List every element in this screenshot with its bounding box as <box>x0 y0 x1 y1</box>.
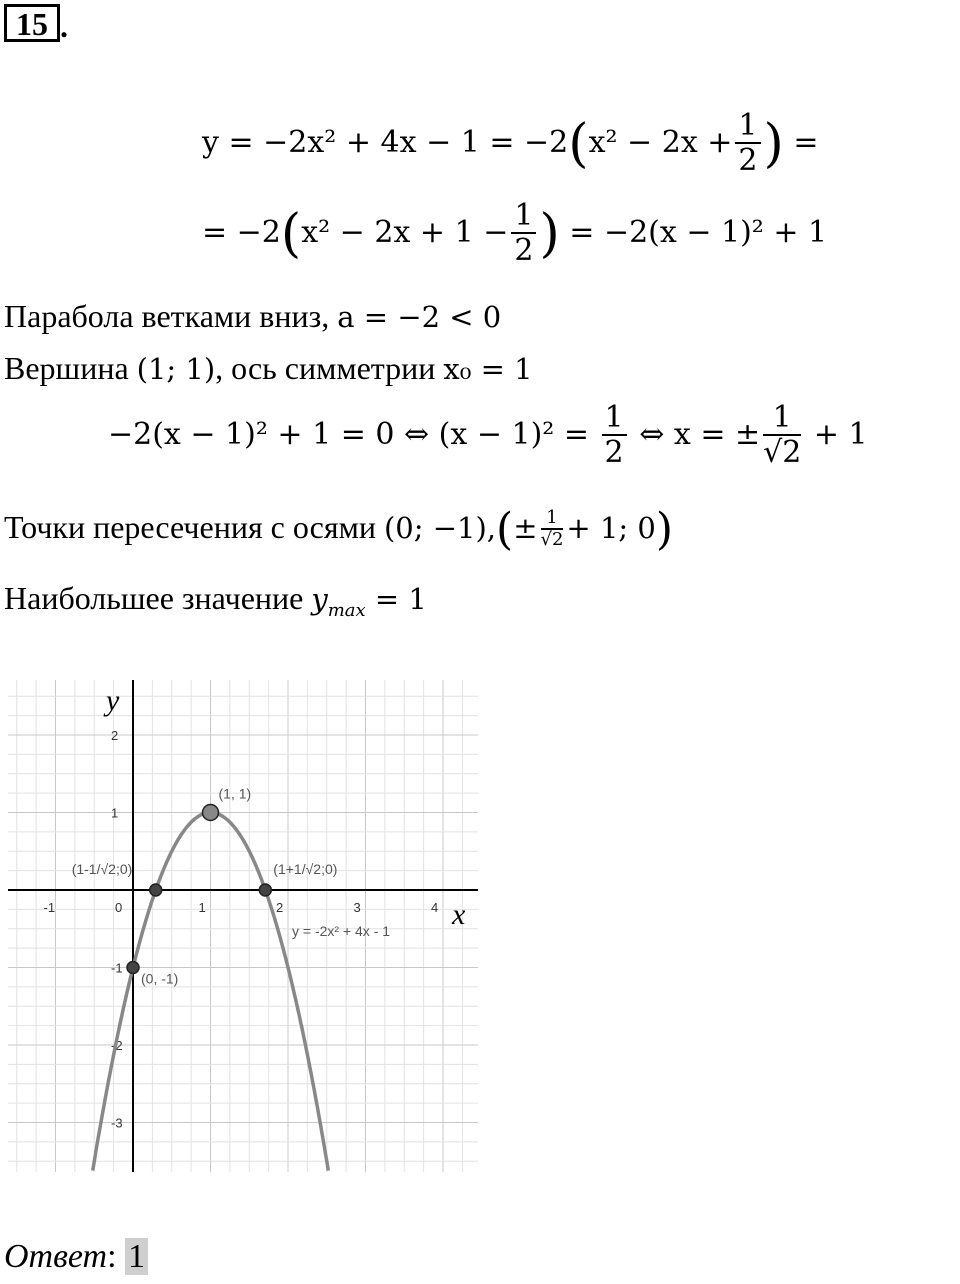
line-vertex <box>4 350 533 387</box>
axis-text: , ось симметрии <box>215 350 444 386</box>
point-marker <box>259 884 271 896</box>
eq2-frac-num: 1 <box>511 200 536 234</box>
eq2-tail: = −2(x − 1)² + 1 <box>569 215 828 250</box>
parabola-graph <box>0 672 480 1182</box>
axis-math: x₀ = 1 <box>443 352 533 386</box>
eq1-frac-den: 2 <box>738 142 758 178</box>
intersections-math1: (0; −1), <box>383 511 497 545</box>
x-tick-label: 3 <box>353 900 361 915</box>
equation-3 <box>108 402 868 470</box>
y-axis-label: y <box>106 684 120 717</box>
max-y: y <box>311 582 328 616</box>
point-marker <box>203 805 219 821</box>
eq3-frac2-den: √2 <box>763 434 802 470</box>
eq3-frac1-den: 2 <box>604 434 624 470</box>
point-label: (1+1/√2;0) <box>273 861 338 877</box>
line-max <box>4 580 427 621</box>
x-tick-label: 1 <box>198 900 206 915</box>
eq2-inner: x² − 2x + 1 − <box>301 215 509 250</box>
equation-1: y = −2x² + 4x − 1 = −2(x² − 2x + $\frac{1}{2}$ ) = <box>202 108 819 178</box>
max-sub: max <box>327 599 366 621</box>
x-axis-label: x <box>452 898 466 931</box>
function-label: y = -2x² + 4x - 1 <box>292 923 391 939</box>
axes <box>8 680 478 1172</box>
vertex-text: Вершина <box>4 350 137 386</box>
answer-colon: : <box>107 1238 117 1275</box>
problem-number: 15 <box>4 4 60 42</box>
x-tick-label: -1 <box>43 900 56 915</box>
y-tick-label: -1 <box>111 960 123 976</box>
point-label: (0, -1) <box>141 970 179 987</box>
point-marker <box>150 884 162 896</box>
problem-number-dot: . <box>60 8 68 44</box>
line-intersections: Точки пересечения с осями (0; −1),(± $\frac{1}{√2}$ + 1; 0) <box>4 504 674 555</box>
eq3-frac2-num: 1 <box>763 402 801 436</box>
intersections-frac-den: √2 <box>540 529 564 551</box>
y-tick-label: -2 <box>111 1038 123 1053</box>
eq3-frac1-num: 1 <box>602 402 627 436</box>
max-tail: = 1 <box>365 582 427 616</box>
intersections-frac-num: 1 <box>541 509 564 530</box>
intersections-pm: ± <box>513 511 538 545</box>
point-marker <box>127 962 139 974</box>
intersections-math2: + 1; 0 <box>566 511 656 545</box>
equation-2: = −2(x² − 2x + 1 − $\frac{1}{2}$ ) = −2(x − 1)² + 1 <box>202 198 828 268</box>
answer-label: Ответ <box>4 1238 108 1275</box>
eq1-frac-num: 1 <box>735 110 760 144</box>
grid <box>8 680 478 1172</box>
eq2-lead: = −2 <box>202 215 281 250</box>
x-tick-label: 2 <box>276 900 284 915</box>
answer-value: 1 <box>125 1238 148 1275</box>
x-tick-label: 4 <box>431 900 439 915</box>
answer <box>4 1238 148 1276</box>
y-tick-label: 1 <box>111 805 119 821</box>
eq1-lhs: y = −2x² + 4x − 1 = −2 <box>202 125 569 160</box>
line-branches <box>4 298 501 335</box>
eq3-lhs: −2(x − 1)² + 1 = 0 ⇔ (x − 1)² = <box>108 417 589 452</box>
y-tick-label: 2 <box>111 728 119 743</box>
vertex-math: (1; 1) <box>136 352 216 386</box>
branches-math: a = −2 < 0 <box>337 300 502 334</box>
branches-text: Парабола ветками вниз, <box>4 298 338 334</box>
max-text: Наибольшее значение <box>4 580 312 616</box>
intersections-text: Точки пересечения с осями <box>4 509 384 545</box>
eq3-mid: ⇔ x = ± <box>639 417 761 452</box>
x-tick-label: 0 <box>115 900 123 915</box>
point-label: (1, 1) <box>218 785 252 802</box>
eq3-tail: + 1 <box>813 417 868 452</box>
eq1-inner: x² − 2x + <box>588 125 733 160</box>
y-tick-label: -3 <box>111 1115 123 1131</box>
eq2-frac-den: 2 <box>514 232 534 268</box>
point-label: (1-1/√2;0) <box>71 861 133 877</box>
eq1-tail: = <box>793 125 819 160</box>
